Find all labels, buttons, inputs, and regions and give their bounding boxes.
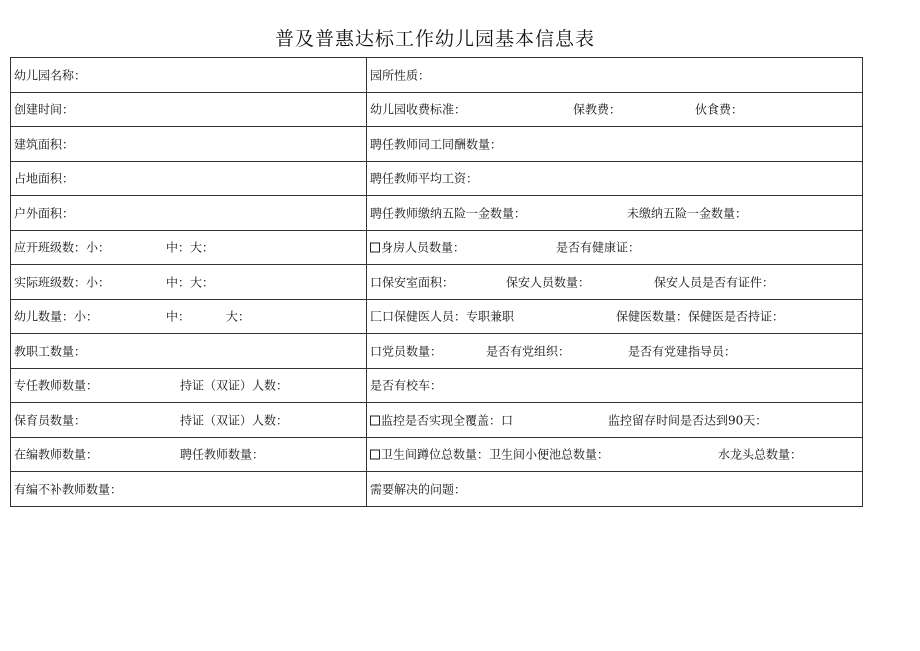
cell-building-area[interactable] (11, 127, 367, 162)
label-staffed-teachers: 在编教师数量： (14, 447, 99, 462)
label-planned-classes-mid-large: 中：大： (166, 240, 215, 255)
table-row (11, 437, 863, 472)
cell-land-area[interactable] (11, 161, 367, 196)
label-children-mid: 中： (166, 309, 191, 324)
label-monitoring-coverage-text: 监控是否实现全覆盖：口 (381, 413, 514, 428)
label-insurance-paid: 聘任教师缴纳五险一金数量： (370, 206, 527, 221)
cell-faculty-count[interactable] (11, 334, 367, 369)
label-caregivers: 保育员数量： (14, 413, 87, 428)
label-founded-time: 创建时间： (14, 102, 75, 117)
table-row (11, 265, 863, 300)
label-actual-classes-mid-large: 中：大： (166, 275, 215, 290)
table-row (11, 368, 863, 403)
cell-caregivers[interactable] (11, 403, 367, 438)
cell-fee-standard[interactable] (367, 92, 863, 127)
label-children-small: 幼儿数量：小： (14, 309, 99, 324)
label-security-room-area: 口保安室面积： (370, 275, 455, 290)
label-land-area: 占地面积： (14, 171, 75, 186)
info-form-table (10, 57, 863, 507)
label-monitoring-coverage (370, 411, 513, 428)
label-faucet-count: 水龙头总数量： (718, 447, 803, 462)
cell-issues[interactable] (367, 472, 863, 507)
checkbox-icon[interactable] (370, 450, 380, 460)
label-party-organization: 是否有党组织： (486, 344, 571, 359)
table-row (11, 472, 863, 507)
table-row (11, 196, 863, 231)
label-meal-fee: 伙食费： (695, 102, 744, 117)
label-planned-classes-small: 应开班级数：小： (14, 240, 111, 255)
table-row (11, 161, 863, 196)
table-row (11, 334, 863, 369)
label-restroom-squat-text: 卫生间蹲位总数量：卫生间小便池总数量： (381, 447, 610, 462)
label-school-nature: 园所性质： (370, 68, 431, 83)
label-certified-caregivers: 持证（双证）人数： (180, 413, 289, 428)
cell-vacant-posts[interactable] (11, 472, 367, 507)
table-row (11, 230, 863, 265)
cell-school-nature[interactable] (367, 58, 863, 93)
cell-full-time-teachers[interactable] (11, 368, 367, 403)
cell-health-doctor[interactable] (367, 299, 863, 334)
checkbox-icon[interactable] (370, 415, 380, 425)
label-insurance-unpaid: 未缴纳五险一金数量： (627, 206, 748, 221)
cell-monitoring[interactable] (367, 403, 863, 438)
label-certified-teachers: 持证（双证）人数： (180, 378, 289, 393)
label-restroom-squat (370, 446, 609, 463)
checkbox-icon[interactable] (370, 243, 380, 253)
cell-kindergarten-name[interactable] (11, 58, 367, 93)
label-fee-standard: 幼儿园收费标准： (370, 102, 467, 117)
label-faculty-count: 教职工数量： (14, 344, 87, 359)
label-issues: 需要解决的问题： (370, 482, 467, 497)
form-title: 普及普惠达标工作幼儿园基本信息表 (274, 28, 595, 50)
label-actual-classes-small: 实际班级数：小： (14, 275, 111, 290)
cell-school-bus[interactable] (367, 368, 863, 403)
cell-party[interactable] (367, 334, 863, 369)
table-row (11, 403, 863, 438)
table-row (11, 92, 863, 127)
label-health-doctor-staff: 匚口保健医人员：专职兼职 (370, 309, 515, 324)
label-security-staff-count: 保安人员数量： (506, 275, 591, 290)
label-health-doctor-count: 保健医数量：保健医是否持证： (616, 309, 785, 324)
label-security-staff-cert: 保安人员是否有证件： (654, 275, 775, 290)
label-school-bus: 是否有校车： (370, 378, 443, 393)
label-health-cert: 是否有健康证： (556, 240, 641, 255)
cell-staffed-teachers[interactable] (11, 437, 367, 472)
label-building-area: 建筑面积： (14, 137, 75, 152)
table-row (11, 299, 863, 334)
table-row (11, 58, 863, 93)
label-children-large: 大： (226, 309, 251, 324)
label-average-salary: 聘任教师平均工资： (370, 171, 479, 186)
table-row (11, 127, 863, 162)
label-party-instructor: 是否有党建指导员： (628, 344, 737, 359)
label-full-time-teachers: 专任教师数量： (14, 378, 99, 393)
label-equal-pay-count: 聘任教师同工同酬数量： (370, 137, 503, 152)
label-party-members: 口党员数量： (370, 344, 443, 359)
cell-children-count[interactable] (11, 299, 367, 334)
label-kindergarten-name: 幼儿园名称： (14, 68, 87, 83)
label-staff-count (370, 239, 465, 256)
cell-founded-time[interactable] (11, 92, 367, 127)
label-tuition-fee: 保教费： (573, 102, 622, 117)
cell-restroom[interactable] (367, 437, 863, 472)
cell-insurance[interactable] (367, 196, 863, 231)
label-vacant-posts: 有编不补教师数量： (14, 482, 123, 497)
cell-actual-classes[interactable] (11, 265, 367, 300)
cell-equal-pay-count[interactable] (367, 127, 863, 162)
label-monitoring-retention: 监控留存时间是否达到90天： (608, 413, 768, 428)
label-outdoor-area: 户外面积： (14, 206, 75, 221)
cell-planned-classes[interactable] (11, 230, 367, 265)
cell-staff-health[interactable] (367, 230, 863, 265)
label-hired-teachers: 聘任教师数量： (180, 447, 265, 462)
cell-outdoor-area[interactable] (11, 196, 367, 231)
cell-security[interactable] (367, 265, 863, 300)
label-staff-count-text: 身房人员数量： (381, 240, 466, 255)
cell-average-salary[interactable] (367, 161, 863, 196)
